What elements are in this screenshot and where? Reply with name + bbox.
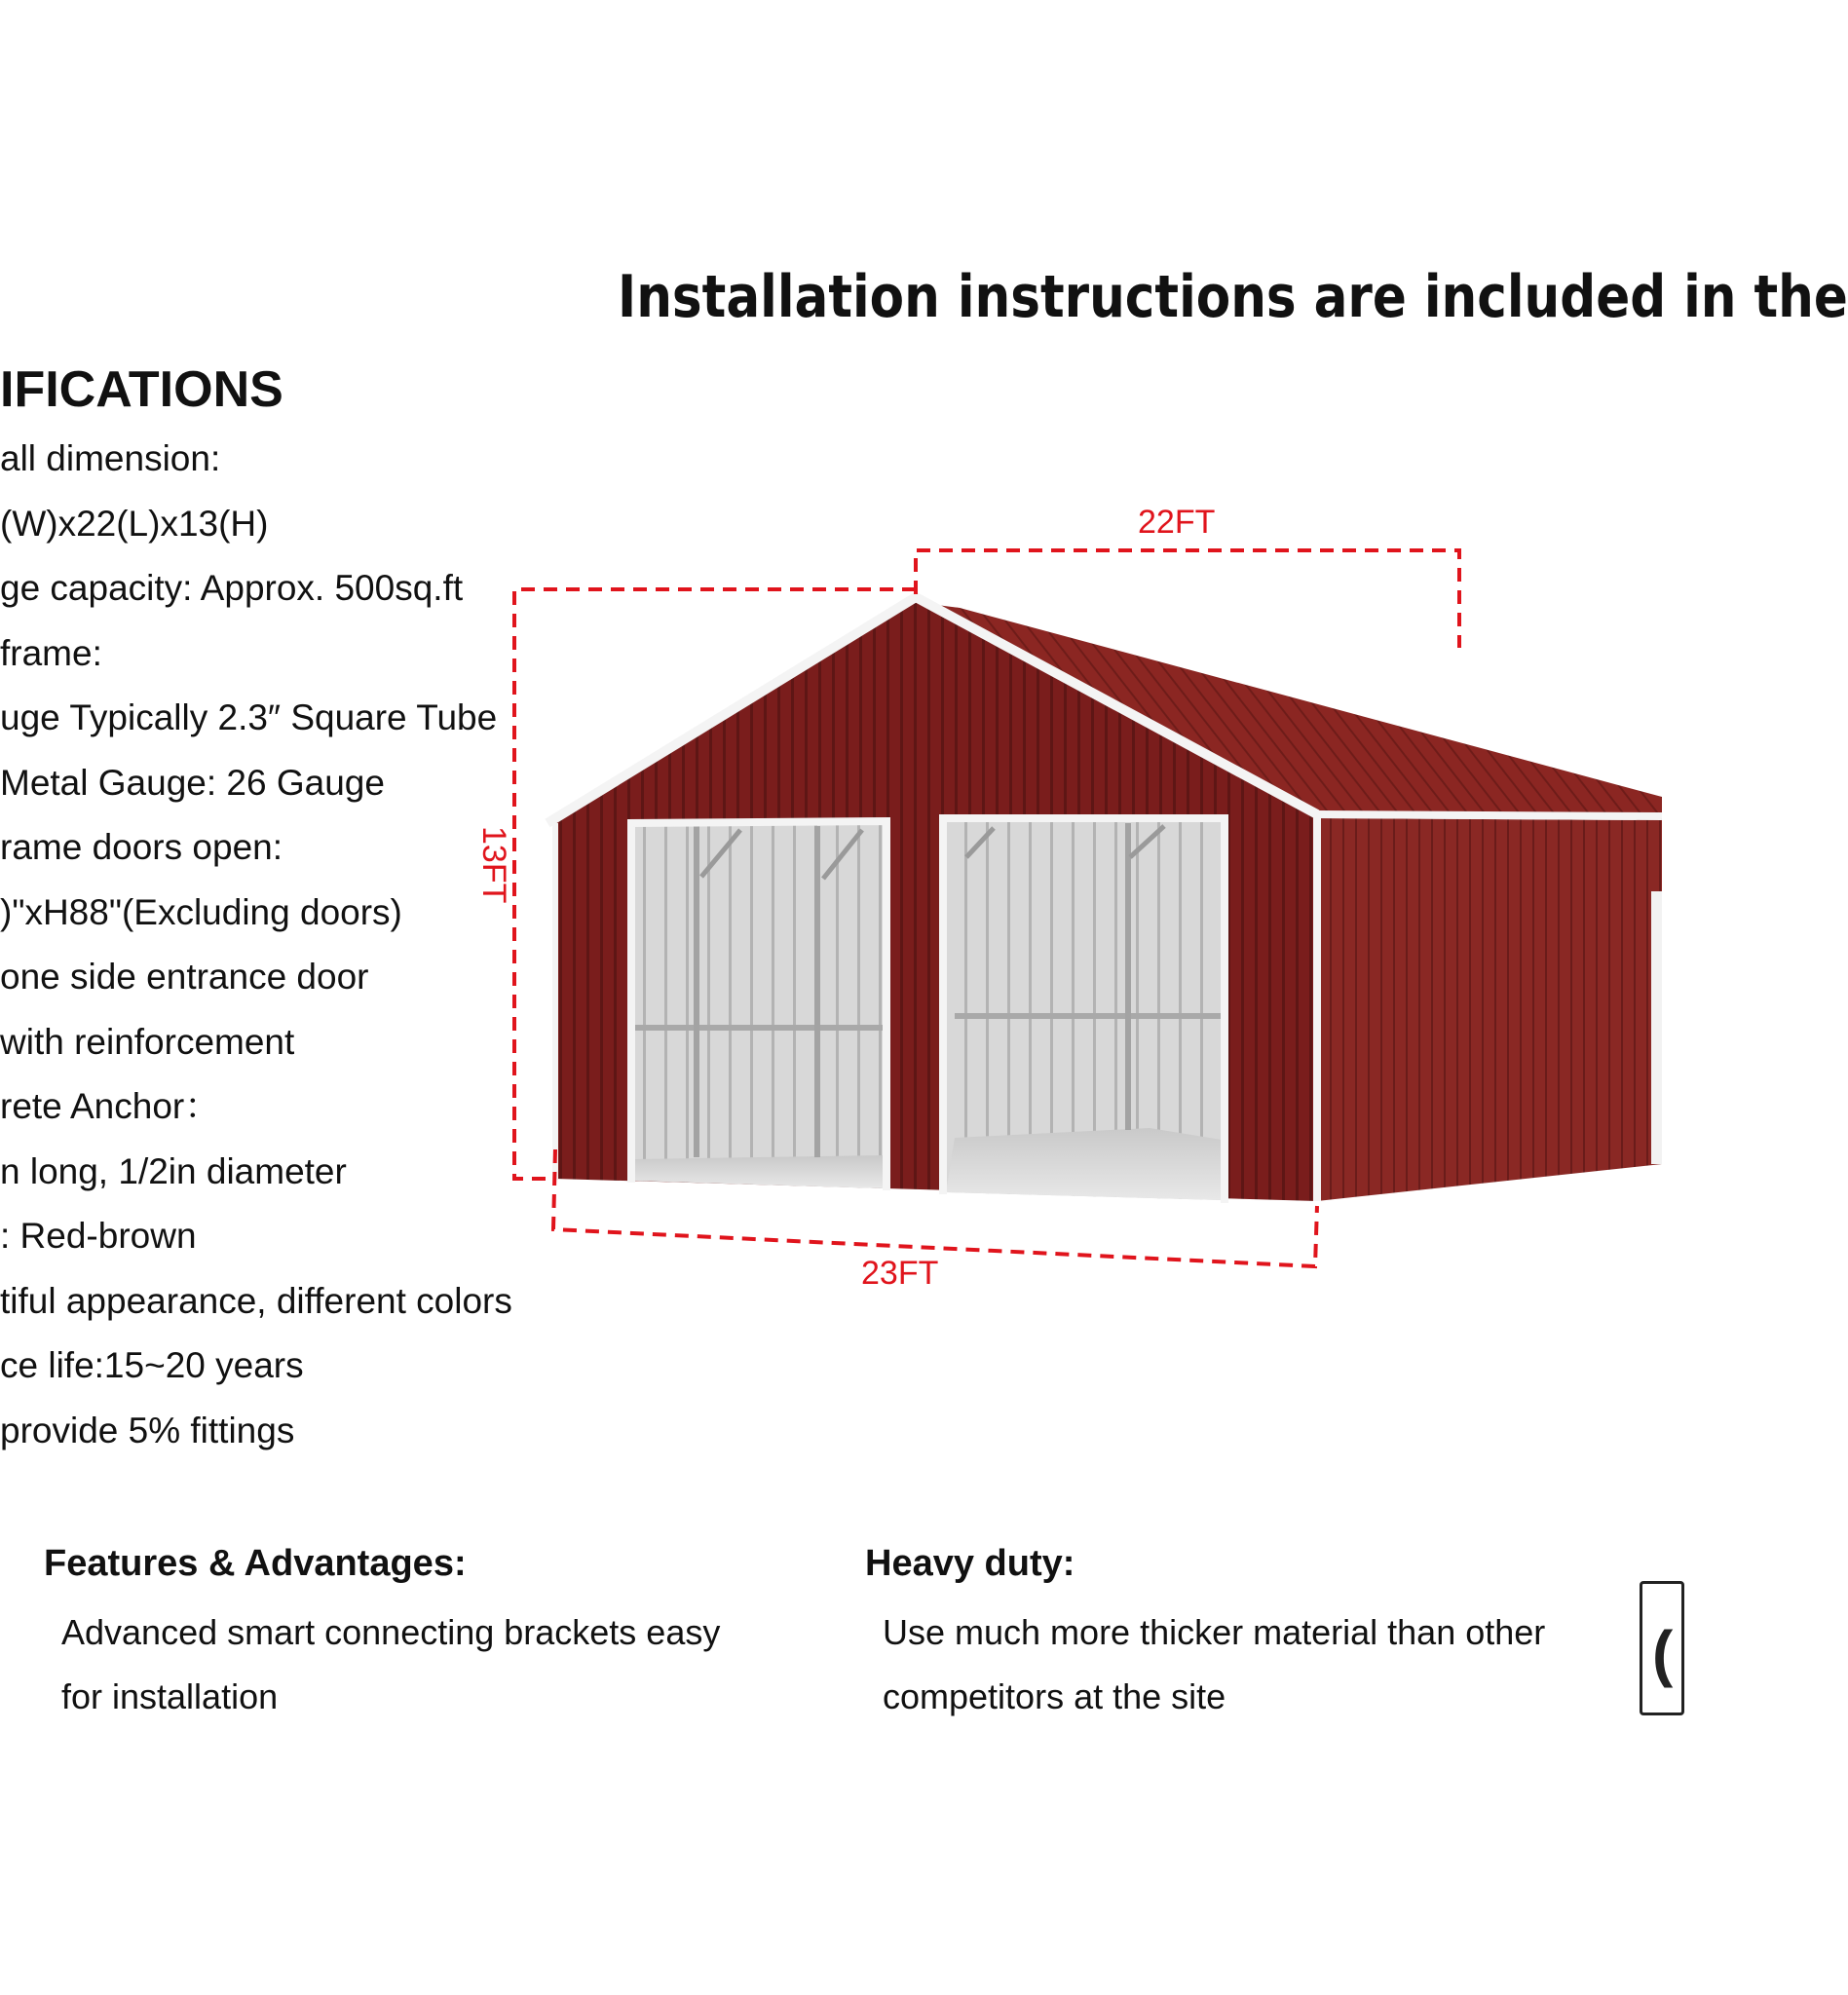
eave-trim [1317, 814, 1662, 816]
features-text [61, 1600, 720, 1729]
spec-line: rete Anchor： [0, 1086, 221, 1126]
spec-line: provide 5% fittings [0, 1410, 295, 1450]
spec-line: with reinforcement [0, 1021, 295, 1062]
features-title: Features & Advantages: [44, 1543, 467, 1584]
interior-post [1125, 823, 1131, 1130]
features-section [44, 1534, 720, 1729]
spec-line: one side entrance door [0, 957, 369, 997]
width-label: 23FT [861, 1255, 939, 1292]
spec-line: ce life:15~20 years [0, 1345, 304, 1385]
features-line: for installation [61, 1676, 279, 1716]
heavy-duty-line: competitors at the site [883, 1676, 1226, 1716]
spec-line: rame doors open: [0, 827, 283, 867]
partial-badge [1640, 1581, 1684, 1715]
side-door-edge [1651, 891, 1662, 1164]
garage-opening-left [634, 824, 885, 1188]
specifications-list [0, 427, 512, 1463]
garage-diagram [475, 504, 1662, 1305]
interior-rail [955, 1013, 1222, 1019]
height-label: 13FT [475, 826, 512, 904]
headline: Installation instructions are included in the [618, 263, 1848, 331]
interior-post [694, 826, 699, 1157]
length-label: 22FT [1138, 504, 1216, 541]
spec-line: tiful appearance, different colors [0, 1280, 512, 1321]
spec-line: )"xH88"(Excluding doors) [0, 891, 402, 932]
specifications-title: IFICATIONS [0, 361, 283, 418]
heavy-duty-section [865, 1534, 1545, 1729]
heavy-duty-line: Use much more thicker material than other [883, 1612, 1546, 1652]
heavy-duty-text [883, 1600, 1545, 1729]
spec-line: ge capacity: Approx. 500sq.ft [0, 568, 464, 608]
spec-line: uge Typically 2.3″ Square Tube [0, 697, 498, 737]
interior-post [814, 826, 820, 1157]
spec-line: all dimension: [0, 438, 221, 478]
garage-floor-left [634, 1155, 885, 1188]
spec-line: (W)x22(L)x13(H) [0, 503, 269, 544]
spec-line: n long, 1/2in diameter [0, 1150, 347, 1191]
partial-badge-glyph: ( [1652, 1618, 1674, 1688]
side-wall [1317, 818, 1662, 1201]
spec-line: : Red-brown [0, 1216, 197, 1256]
spec-line: Metal Gauge: 26 Gauge [0, 762, 385, 803]
features-line: Advanced smart connecting brackets easy [61, 1612, 721, 1652]
heavy-duty-title: Heavy duty: [865, 1543, 1075, 1584]
interior-rail [634, 1025, 885, 1031]
garage-floor-right [946, 1128, 1222, 1200]
spec-line: frame: [0, 632, 102, 673]
